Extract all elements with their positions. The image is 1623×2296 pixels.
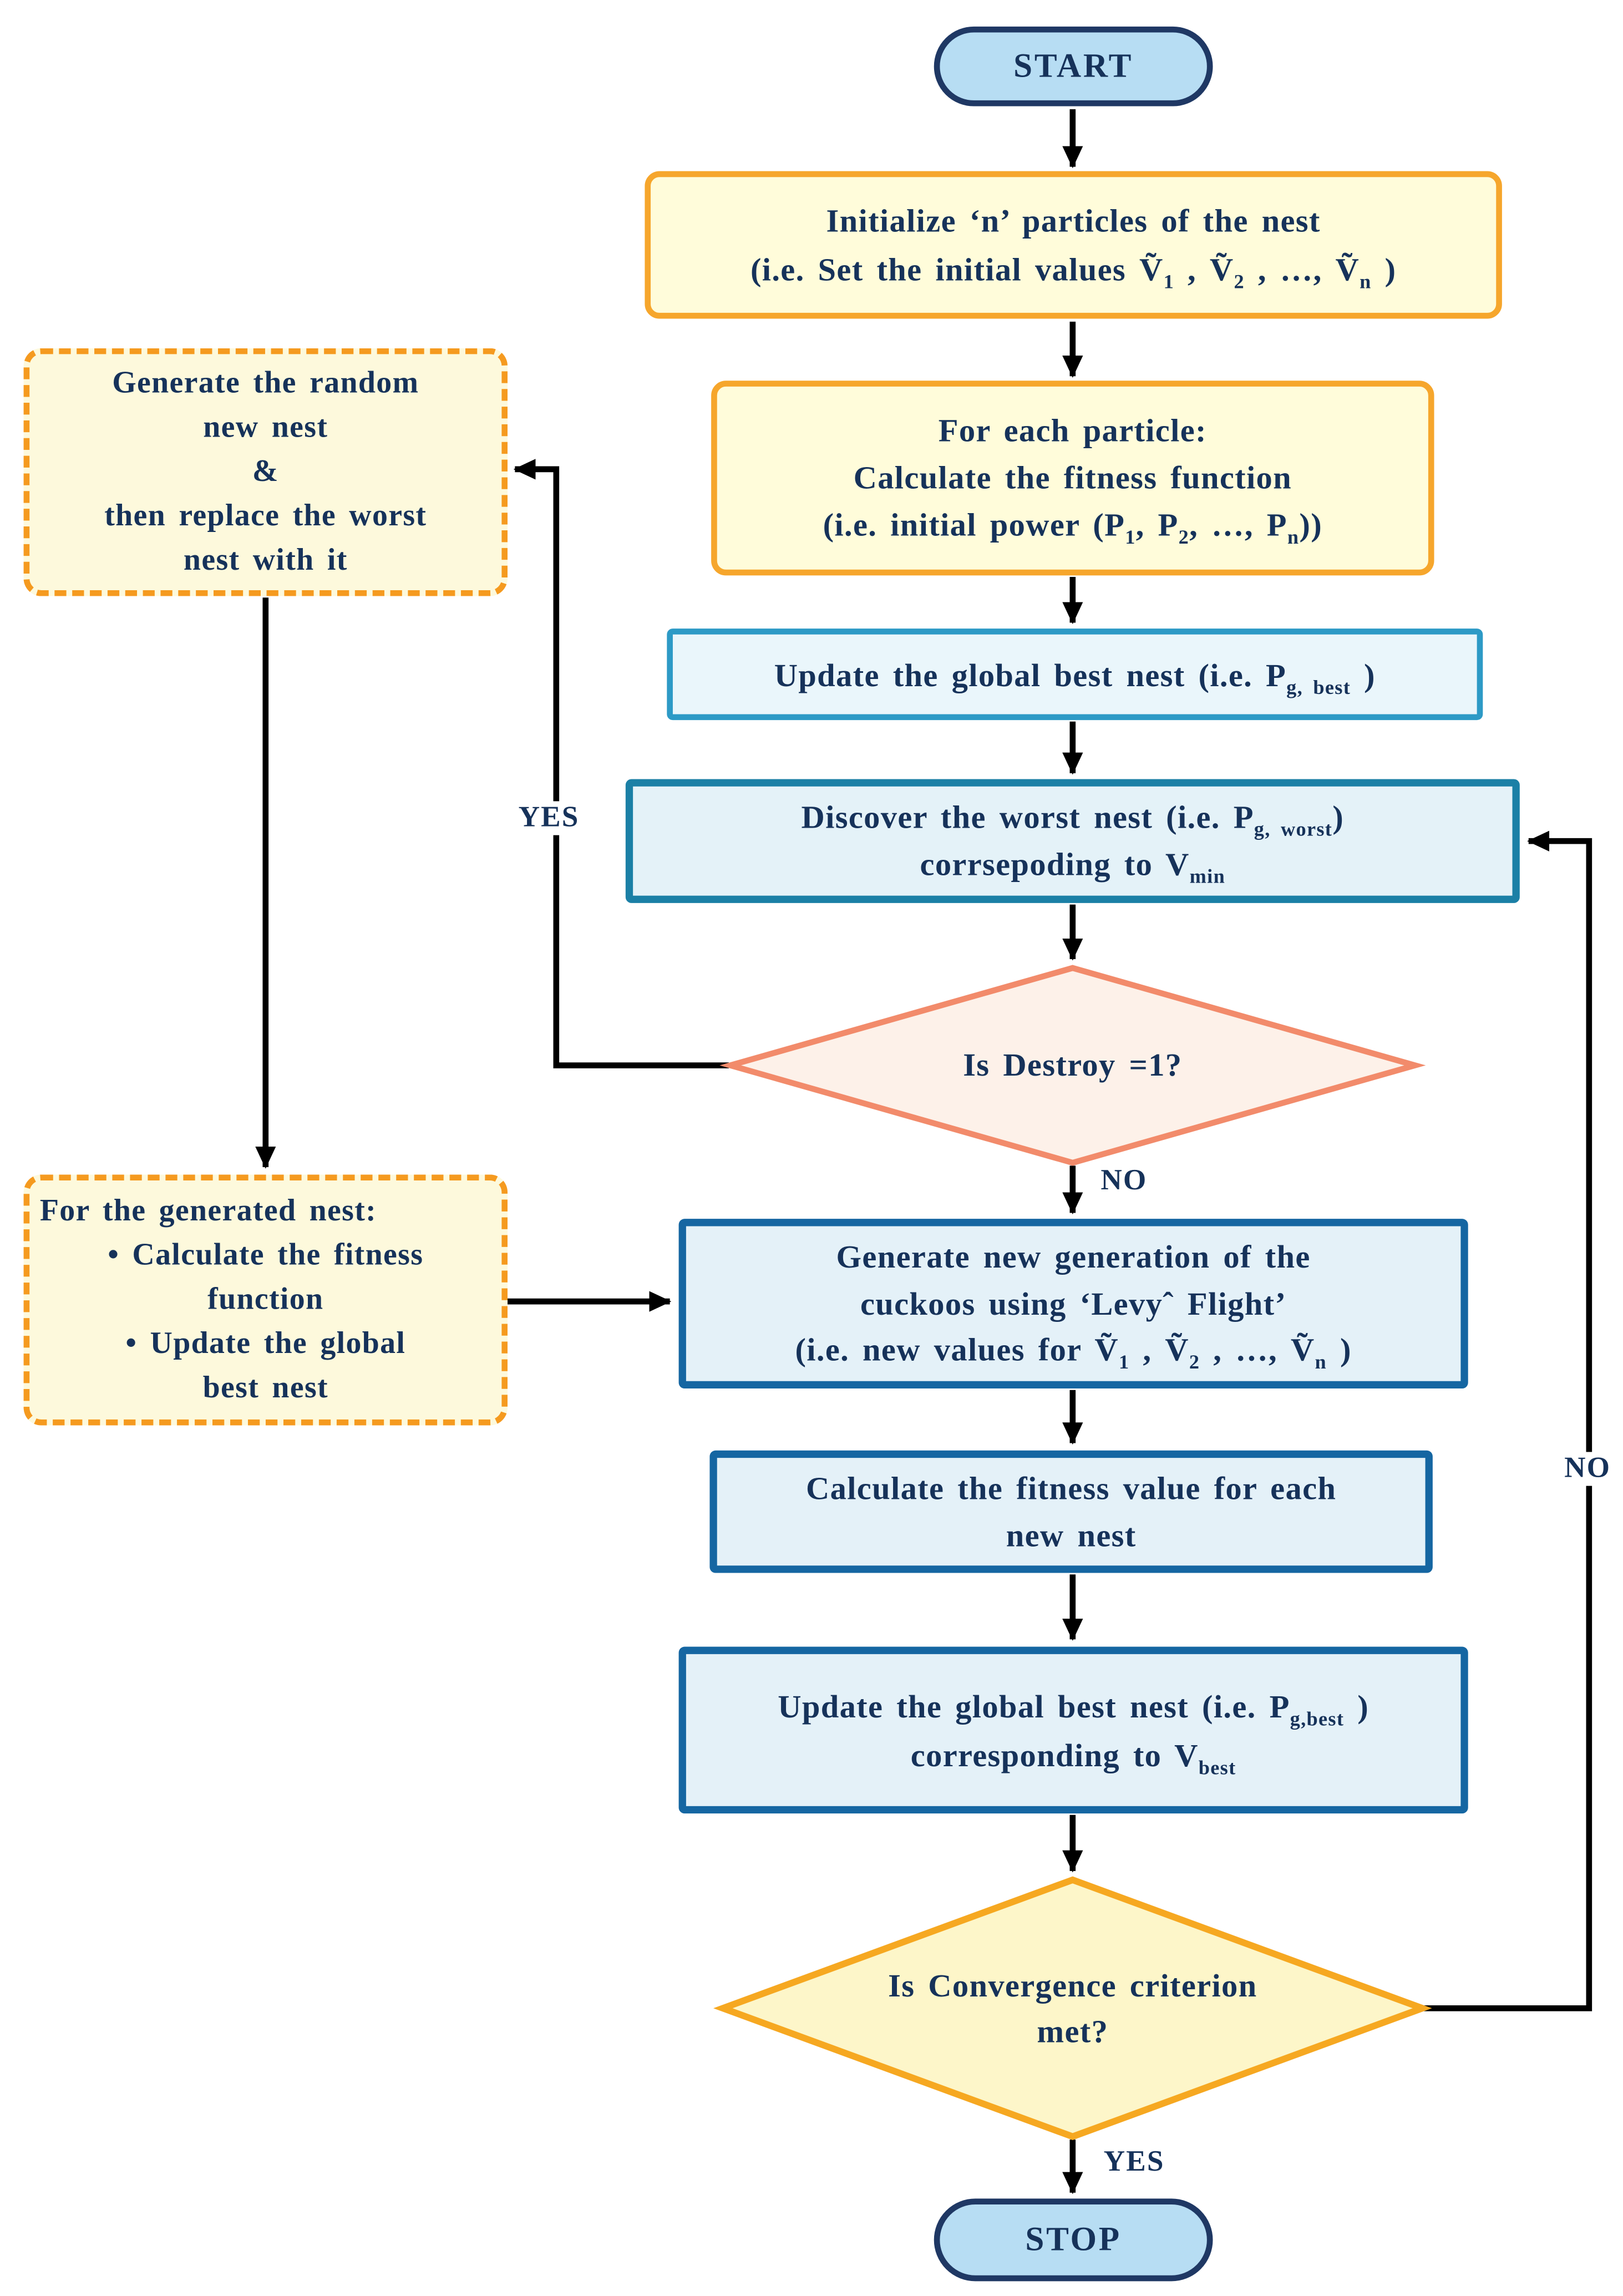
stop-terminal: STOP — [934, 2198, 1213, 2281]
convergence-decision-label: Is Convergence criterion met? — [888, 1966, 1257, 2050]
generate-new-generation-process: Generate new generation of the cuckoos using ‘Levyˆ Flight’ (i.e. new values for Ṽ$_1$ , Ṽ$_2$ , …, Ṽ$_n$ ) — [679, 1219, 1468, 1388]
edge-label-yes-destroy: YES — [493, 801, 605, 835]
edge-label-no-destroy: NO — [1100, 1164, 1148, 1197]
initialize-particles-process: Initialize ‘n’ particles of the nest (i.e. Set the initial values Ṽ$_1$ , Ṽ$_2$ , …, Ṽ$_n$ ) — [645, 171, 1502, 319]
update-global-best2-process: Update the global best nest (i.e. $P_{g,best}$ ) corresponding to $V_{best}$ — [679, 1647, 1468, 1814]
calculate-new-fitness-process: Calculate the fitness value for each new nest — [709, 1451, 1432, 1573]
calculate-fitness-process: For each particle: Calculate the fitness function (i.e. initial power ($P_1$, $P_2$, …, $P_n$)) — [711, 381, 1434, 575]
generate-random-nest-note: Generate the random new nest & then replace the worst nest with it — [24, 348, 508, 596]
edge-label-no-convergence: NO — [1534, 1452, 1623, 1486]
generated-nest-note: For the generated nest: • Calculate the fitness function • Update the global best nest — [24, 1174, 508, 1425]
connector-destroy-randomnest-yes — [515, 469, 729, 1066]
update-global-best-process: Update the global best nest (i.e. $P_{g, best}$ ) — [667, 629, 1483, 720]
destroy-decision-label: Is Destroy =1? — [963, 1046, 1183, 1083]
discover-worst-nest-process: Discover the worst nest (i.e. $P_{g, worst}$) corrsepoding to $V_{min}$ — [626, 779, 1520, 903]
edge-label-yes-convergence: YES — [1103, 2145, 1165, 2178]
start-terminal: START — [934, 27, 1213, 107]
connector-convergence-discover-no — [1424, 841, 1589, 2008]
